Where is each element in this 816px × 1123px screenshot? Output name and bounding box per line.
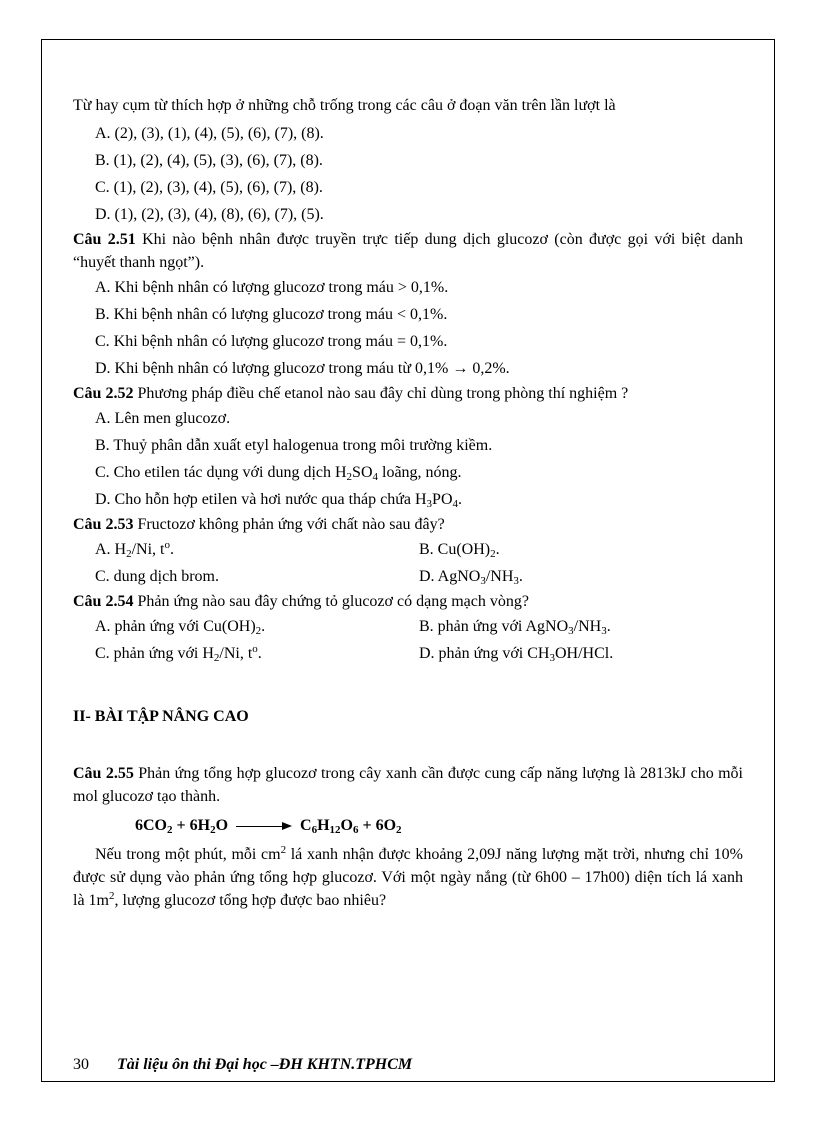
question-text: Fructozơ không phản ứng với chất nào sau đây? xyxy=(133,516,445,533)
q251-option-c: C. Khi bệnh nhân có lượng glucozơ trong máu = 0,1%. xyxy=(95,333,448,350)
question-text: Phương pháp điều chế etanol nào sau đây chỉ dùng trong phòng thí nghiệm ? xyxy=(133,385,629,402)
question-label: Câu 2.54 xyxy=(73,593,134,610)
q254-option-c: C. phản ứng với $H_2/Ni$, $t^o$. xyxy=(95,643,262,664)
page-content xyxy=(73,94,743,912)
q253-options-row-2 xyxy=(95,563,743,590)
page-footer xyxy=(73,1056,412,1074)
q253-option-d: D. $AgNO_3/NH_3$. xyxy=(419,568,523,587)
question-label: Câu 2.51 xyxy=(73,231,136,248)
q252-option-b: B. Thuỷ phân dẫn xuất etyl halogenua trong môi trường kiềm. xyxy=(95,437,493,454)
q251-option-b: B. Khi bệnh nhân có lượng glucozơ trong máu < 0,1%. xyxy=(95,306,448,323)
page-number: 30 xyxy=(73,1056,89,1073)
question-text: Khi nào bệnh nhân được truyền trực tiếp dung dịch glucozơ (còn được gọi với biệt danh “huyết thanh ngọt”). xyxy=(73,231,744,271)
q253-options-row-1 xyxy=(95,536,743,563)
q251-option-d: D. Khi bệnh nhân có lượng glucozơ trong máu từ 0,1% → 0,2%. xyxy=(95,360,510,377)
question-label: Câu 2.53 xyxy=(73,516,134,533)
question-text: Phản ứng nào sau đây chứng tỏ glucozơ có dạng mạch vòng? xyxy=(133,593,529,610)
q252-option-a: A. Lên men glucozơ. xyxy=(95,410,231,427)
question-2-55 xyxy=(73,762,743,808)
footer-title: Tài liệu ôn thi Đại học –ĐH KHTN.TPHCM xyxy=(117,1056,413,1073)
question-label: Câu 2.55 xyxy=(73,765,134,782)
equation-products: $C_6H_{12}O_6 + 6O_2$ xyxy=(300,817,402,836)
intro-option-a: A. (2), (3), (1), (4), (5), (6), (7), (8). xyxy=(95,125,324,142)
q254-option-a: A. phản ứng với $Cu(OH)_2$. xyxy=(95,618,266,637)
q252-option-c: C. Cho etilen tác dụng với dung dịch $H_2SO_4$ loãng, nóng. xyxy=(95,464,462,483)
q253-option-b: B. $Cu(OH)_2$. xyxy=(419,541,500,560)
question-text: Phản ứng tổng hợp glucozơ trong cây xanh cần được cung cấp năng lượng là 2813kJ cho mỗi mol glucozơ tạo thành. xyxy=(73,765,744,805)
intro-option-c: C. (1), (2), (3), (4), (5), (6), (7), (8). xyxy=(95,179,323,196)
reaction-arrow-icon xyxy=(236,821,292,831)
question-2-51 xyxy=(73,228,743,274)
question-2-52 xyxy=(73,382,743,405)
question-2-55-paragraph: Nếu trong một phút, mỗi $cm^2$ lá xanh nhận được khoảng 2,09J năng lượng mặt trời, nhưng chỉ 10% được sử dụng vào phản ứng tổng hợp glucozơ. Với một ngày nắng (từ 6h00 – 17h00) diện tích lá xanh là $1m^2$, lượng glucozơ tổng hợp được bao nhiêu? xyxy=(73,844,743,909)
q252-option-d: D. Cho hỗn hợp etilen và hơi nước qua tháp chứa $H_3PO_4$. xyxy=(95,491,462,510)
question-label: Câu 2.52 xyxy=(73,385,134,402)
q254-options-row-1 xyxy=(95,613,743,640)
intro-option-d: D. (1), (2), (3), (4), (8), (6), (7), (5). xyxy=(95,206,324,223)
q251-option-a: A. Khi bệnh nhân có lượng glucozơ trong máu > 0,1%. xyxy=(95,279,449,296)
intro-option-b: B. (1), (2), (4), (5), (3), (6), (7), (8). xyxy=(95,152,323,169)
equation-reactants: $6CO_2 + 6H_2O$ xyxy=(135,817,229,836)
q254-option-d: D. phản ứng với $CH_3OH$/HCl. xyxy=(419,645,614,664)
q254-option-b: B. phản ứng với $AgNO_3/NH_3$. xyxy=(419,618,611,637)
reaction-equation xyxy=(135,814,743,837)
q253-option-c: C. dung dịch brom. xyxy=(95,568,219,585)
intro-text: Từ hay cụm từ thích hợp ở những chỗ trống trong các câu ở đoạn văn trên lần lượt là xyxy=(73,97,616,114)
question-2-53 xyxy=(73,513,743,536)
q253-option-a: A. $H_2/Ni$, $t^o$. xyxy=(95,539,174,560)
section-title: II- BÀI TẬP NÂNG CAO xyxy=(73,708,249,725)
question-2-54 xyxy=(73,590,743,613)
q254-options-row-2 xyxy=(95,640,743,667)
